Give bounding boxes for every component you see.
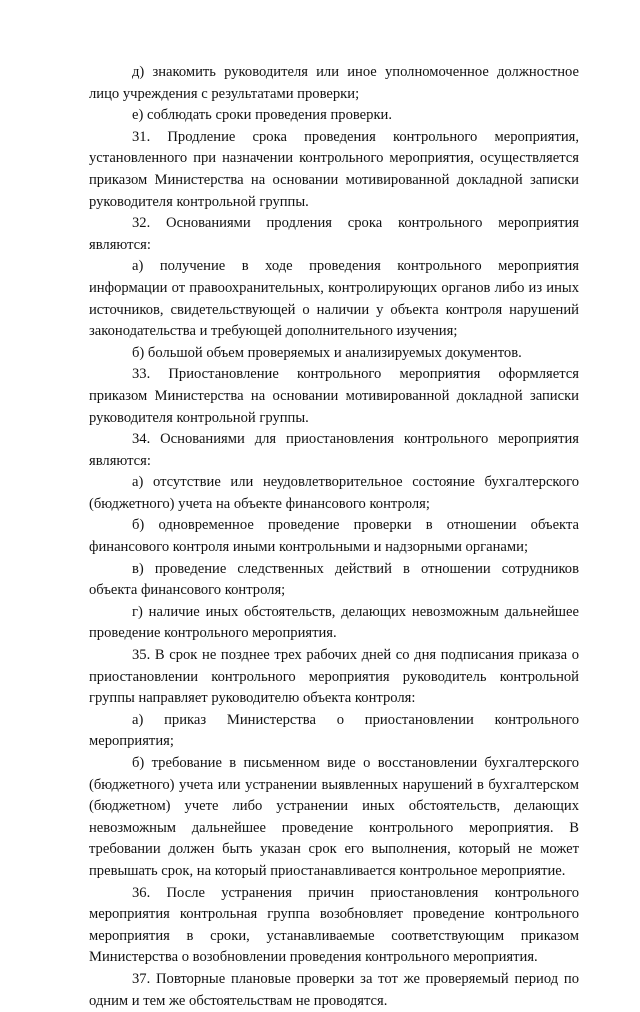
paragraph-31: 31. Продление срока проведения контрольного мероприятия, установленного при назначении контрольного мероприятия, осуществляется приказом Министерства на основании мотивированной докладной записки руководителя контрольной группы. [89,128,579,210]
paragraph-34-v: в) проведение следственных действий в отношении сотрудников объекта финансового контроля; [89,560,579,599]
paragraph-35: 35. В срок не позднее трех рабочих дней со дня подписания приказа о приостановлении контрольного мероприятия руководитель контрольной группы направляет руководителю объекта контроля: [89,647,579,707]
paragraph-33: 33. Приостановление контрольного мероприятия оформляется приказом Министерства на основании мотивированной докладной записки руководителя контрольной группы. [89,366,579,426]
paragraph-34-g: г) наличие иных обстоятельств, делающих невозможным дальнейшее проведение контрольного мероприятия. [89,603,579,642]
paragraph-37: 37. Повторные плановые проверки за тот же проверяемый период по одним и тем же обстоятельствам не проводятся. [89,970,579,1009]
paragraph-34: 34. Основаниями для приостановления контрольного мероприятия являются: [89,431,579,469]
paragraph-35-b: б) требование в письменном виде о восстановлении бухгалтерского (бюджетного) учета или устранении выявленных нарушений в бухгалтерском (бюджетном) учете либо устранении иных обстоятельств, делающих невозможным дальнейшее проведение контрольного мероприятия. В требовании должен быть указан срок его выполнения, который не может превышать срок, на который приостанавливается контрольное мероприятие. [89,755,579,879]
paragraph-32: 32. Основаниями продления срока контрольного мероприятия являются: [89,215,579,253]
paragraph-34-a: а) отсутствие или неудовлетворительное состояние бухгалтерского (бюджетного) учета на объекте финансового контроля; [89,474,579,512]
paragraph-32-b: б) большой объем проверяемых и анализируемых документов. [132,344,522,361]
document-page [89,62,579,1012]
paragraph-item-e: е) соблюдать сроки проведения проверки. [132,107,393,124]
paragraph-36: 36. После устранения причин приостановления контрольного мероприятия контрольная группа возобновляет проведение контрольного мероприятия в сроки, устанавливаемые соответствующим приказом Министерства о возобновлении проведения контрольного мероприятия. [89,884,579,966]
paragraph-35-a: а) приказ Министерства о приостановлении контрольного мероприятия; [89,711,579,750]
paragraph-34-b: б) одновременное проведение проверки в отношении объекта финансового контроля иными контрольными и надзорными органами; [89,517,579,556]
paragraph-item-d: д) знакомить руководителя или иное уполномоченное должностное лицо учреждения с результатами проверки; [89,64,579,102]
paragraph-32-a: а) получение в ходе проведения контрольного мероприятия информации от правоохранительных, контролирующих органов либо из иных источников, свидетельствующей о наличии у объекта контроля нарушений законодательства и требующей дополнительного изучения; [89,258,579,340]
